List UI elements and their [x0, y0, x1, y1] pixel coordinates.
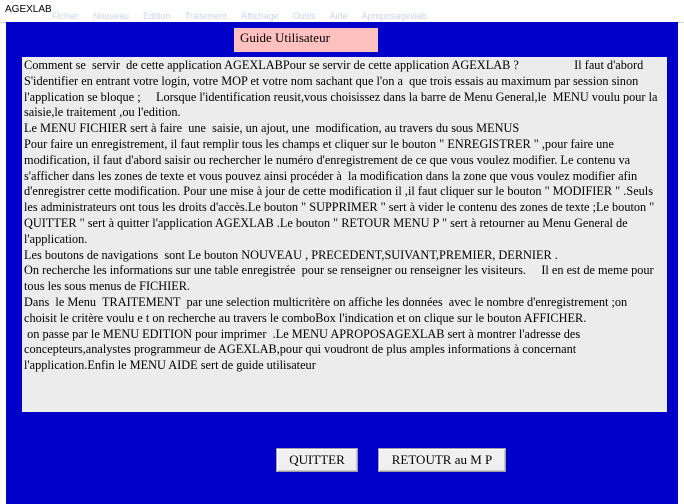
menu-item-nouveau[interactable]: Nouveau: [93, 11, 130, 21]
window-title: AGEXLAB: [5, 4, 52, 15]
menu-item-fichier[interactable]: Fichier: [52, 11, 80, 21]
guide-paragraph: on passe par le MENU EDITION pour imprimer .Le MENU APROPOSAGEXLAB sert à montrer l'adresse des concepteurs,analystes programmeur de AGEXLAB,pour qui voudront de plus amples informations à concernant l'application.Enfin le MENU AIDE sert de guide utilisateur: [24, 326, 584, 373]
quit-button[interactable]: QUITTER: [276, 448, 358, 472]
title-bar: [0, 0, 684, 23]
menu-item-affichage[interactable]: Affichage: [241, 11, 279, 21]
menu-item-aide[interactable]: Aide: [329, 11, 348, 21]
guide-paragraph: Les boutons de navigations sont Le bouton NOUVEAU , PRECEDENT,SUIVANT,PREMIER, DERNIER .: [24, 247, 558, 262]
guide-paragraph: Le MENU FICHIER sert à faire une saisie, un ajout, une modification, au travers du sous MENUS: [24, 121, 520, 136]
menu-item-traitement[interactable]: Traitement: [184, 11, 228, 21]
menu-item-apropos[interactable]: Aproposagexlab: [361, 11, 427, 21]
page-title: Guide Utilisateur: [234, 28, 378, 52]
menu-item-edition[interactable]: Edition: [143, 11, 171, 21]
guide-paragraph: Dans le Menu TRAITEMENT par une selection multicritère on affiche les données avec le nombre d'enregistrement ;on choisit le critère voulu e t on recherche au travers le comboBox l'indication et on clique sur le bouton AFFICHER.: [24, 294, 631, 325]
guide-paragraph: On recherche les informations sur une table enregistrée pour se renseigner ou renseigner les visiteurs. Il en est de meme pour tous les sous menus de FICHIER.: [24, 263, 657, 294]
menu-item-outils[interactable]: Outils: [292, 11, 316, 21]
guide-paragraph: Pour faire un enregistrement, il faut remplir tous les champs et cliquer sur le bouton " ENREGISTRER " ,pour faire une modification, il faut d'abord saisir ou rechercher le numéro d'enregistrement de ce que vous voulez modifier. Le contenu va s'afficher dans les zones de texte et vous pouvez ainsi procéder à la modification dans la zone que vous voulez modifier afin d'enregistrer cette modification. Pour une mise à jour de cette modification il ,il faut cliquer sur le bouton " MODIFIER " .Seuls les administrateurs ont tous les droits d'accès.Le bouton " SUPPRIMER " sert à vider le contenu des zones de texte ;Le bouton " QUITTER " sert à quitter l'application AGEXLAB .Le bouton " RETOUR MENU P " sert à retourner au Menu General de l'application.: [24, 136, 658, 246]
guide-paragraph: Comment se servir de cette application AGEXLABPour se servir de cette application AGEXLAB ? Il faut d'abord S'identifier en entrant votre login, votre MOP et votre nom sachant que l'on a que trois essais au maximum par session sinon l'application se bloque ; Lorsque l'identification reusit,vous choisissez dans la barre de Menu General,le MENU voulu pour la saisie,le traitement ,ou l'edition.: [24, 58, 661, 120]
guide-text-area[interactable]: [22, 57, 667, 412]
back-to-main-menu-button[interactable]: RETOUTR au M P: [378, 448, 506, 472]
guide-form: [6, 22, 678, 504]
